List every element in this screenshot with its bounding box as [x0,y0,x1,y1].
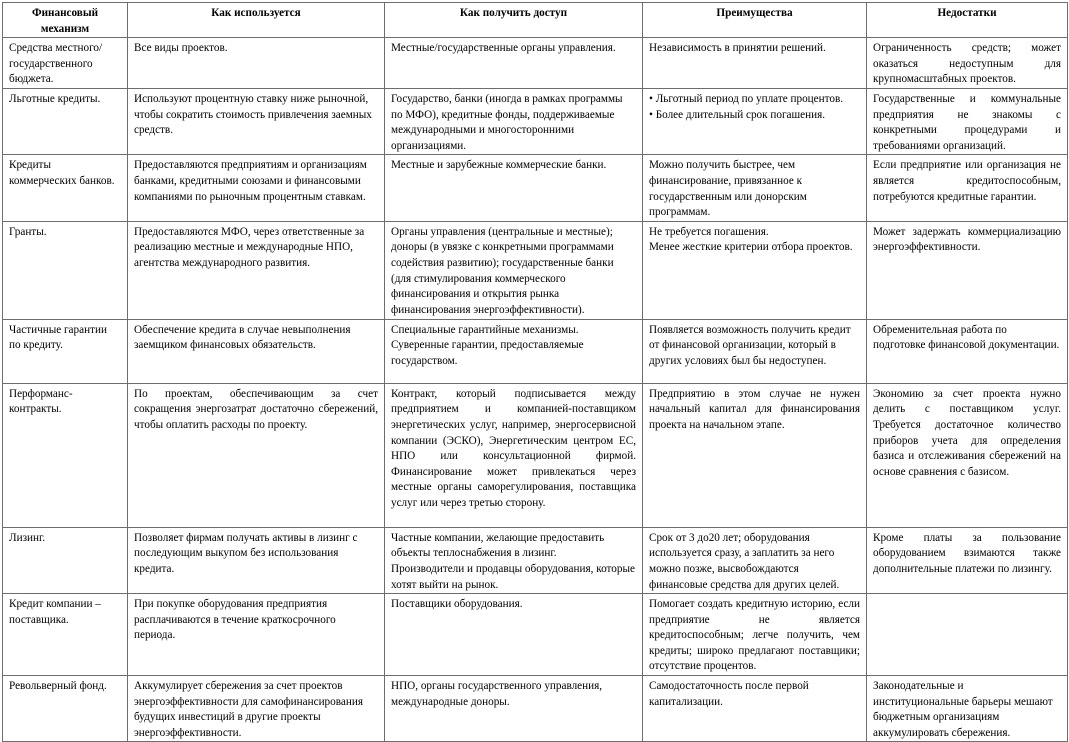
cell-disadvantages: Обременительная работа по подготовке финансовой документации. [867,319,1068,383]
cell-access: НПО, органы государственного управления, международные доноры. [385,676,643,742]
table-row [3,221,1068,319]
header-access: Как получить доступ [385,3,643,38]
cell-mechanism: Револьверный фонд. [3,676,128,742]
table-row [3,38,1068,89]
cell-mechanism: Льготные кредиты. [3,88,128,154]
cell-advantages [643,221,867,319]
cell-mechanism: Лизинг. [3,527,128,593]
cell-disadvantages: Ограниченность средств; может оказаться недоступным для крупномасштабных проектов. [867,38,1068,89]
cell-advantages [643,88,867,154]
cell-usage: При покупке оборудования предприятия расплачиваются в течение краткосрочного периода. [128,594,385,676]
cell-usage: Предоставляются предприятиям и организациям банками, кредитными союзами и финансовыми компаниями по рыночным процентным ставкам. [128,155,385,221]
access-line: Частные компании, желающие предоставить объекты теплоснабжения в лизинг. [391,531,605,560]
cell-mechanism: Гранты. [3,221,128,319]
header-advantages: Преимущества [643,3,867,38]
table-row [3,383,1068,527]
table-row [3,676,1068,742]
cell-usage: Используют процентную ставку ниже рыночной, чтобы сократить стоимость привлечения заемных средств. [128,88,385,154]
access-line: Суверенные гарантии, предоставляемые государством. [391,339,584,367]
cell-access: Местные и зарубежные коммерческие банки. [385,155,643,221]
table-row [3,594,1068,676]
cell-usage: Аккумулирует сбережения за счет проектов энергоэффективности для самофинансирования будущих инвестиций в другие проекты энергоэффективности. [128,676,385,742]
header-usage: Как используется [128,3,385,38]
cell-advantages: Помогает создать кредитную историю, если предприятие не является кредитоспособным; легче получить, чем кредиты; широко предлагают поставщики; отсутствие процентов. [643,594,867,676]
cell-disadvantages: Может задержать коммерциализацию энергоэффективности. [867,221,1068,319]
table-row [3,155,1068,221]
cell-usage: Все виды проектов. [128,38,385,89]
table-row [3,527,1068,593]
list-item: • Льготный период по уплате процентов. [649,92,860,108]
cell-disadvantages: Государственные и коммунальные предприятия не знакомы с конкретными процедурами и требованиями организаций. [867,88,1068,154]
cell-advantages: Появляется возможность получить кредит от финансовой организации, который в других условиях был бы недоступен. [643,319,867,383]
access-line: Специальные гарантийные механизмы. [391,323,579,336]
cell-advantages: Можно получить быстрее, чем финансирование, привязанное к государственным или донорским программам. [643,155,867,221]
cell-access: Государство, банки (иногда в рамках программы по МФО), кредитные фонды, поддерживаемые международными и многосторонними организациями. [385,88,643,154]
cell-mechanism: Частичные гарантии по кредиту. [3,319,128,383]
cell-mechanism: Перформанс-контракты. [3,383,128,527]
header-mechanism: Финансовый механизм [3,3,128,38]
header-disadvantages: Недостатки [867,3,1068,38]
cell-advantages: Срок от 3 до20 лет; оборудования используется сразу, а заплатить за него можно позже, высвобождаются финансовые средства для других целей. [643,527,867,593]
cell-access: Органы управления (центральные и местные); доноры (в увязке с конкретными программами содействия развитию); государственные банки (для стимулирования коммерческого финансирования и открытия рынка финансирования энергоэффективности). [385,221,643,319]
cell-usage: Обеспечение кредита в случае невыполнения заемщиком финансовых обязательств. [128,319,385,383]
financing-mechanisms-table [2,2,1068,742]
cell-access [385,319,643,383]
advantages-bullet-list [649,92,860,123]
advantage-line: Менее жесткие критерии отбора проектов. [649,241,853,254]
cell-access [385,527,643,593]
cell-mechanism: Кредит компании – поставщика. [3,594,128,676]
table-row [3,319,1068,383]
table-row [3,88,1068,154]
cell-mechanism: Кредиты коммерческих банков. [3,155,128,221]
access-line: Производители и продавцы оборудования, которые хотят выйти на рынок. [391,562,635,591]
cell-advantages: Независимость в принятии решений. [643,38,867,89]
cell-advantages: Самодостаточность после первой капитализации. [643,676,867,742]
cell-mechanism: Средства местного/ государственного бюджета. [3,38,128,89]
cell-disadvantages: Экономию за счет проекта нужно делить с поставщиком услуг. Требуется достаточное количество приборов учета для определения базиса и отслеживания сбережений на основе сравнения с базисом. [867,383,1068,527]
cell-disadvantages: Кроме платы за пользование оборудованием взимаются также дополнительные платежи по лизингу. [867,527,1068,593]
table-header-row [3,3,1068,38]
cell-usage: По проектам, обеспечивающим за счет сокращения энергозатрат достаточно сбережений, чтобы оплатить расходы по проекту. [128,383,385,527]
cell-usage: Позволяет фирмам получать активы в лизинг с последующим выкупом без использования кредита. [128,527,385,593]
cell-disadvantages [867,594,1068,676]
cell-usage: Предоставляются МФО, через ответственные за реализацию местные и международные НПО, агентства международного развития. [128,221,385,319]
cell-disadvantages: Если предприятие или организация не является кредитоспособным, потребуются кредитные гарантии. [867,155,1068,221]
advantage-line: Не требуется погашения. [649,225,769,238]
cell-access: Местные/государственные органы управления. [385,38,643,89]
list-item: • Более длительный срок погашения. [649,108,860,124]
cell-access: Контракт, который подписывается между предприятием и компанией-поставщиком энергетических услуг, например, энергосервисной компании (ЭСКО), Энергетическим центром ЕС, НПО или консультационной фирмой. Финансирование может привлекаться через местные органы саморегулирования, поставщика услуг или через третью сторону. [385,383,643,527]
cell-disadvantages: Законодательные и институциональные барьеры мешают бюджетным организациям аккумулировать сбережения. [867,676,1068,742]
cell-access: Поставщики оборудования. [385,594,643,676]
cell-advantages: Предприятию в этом случае не нужен начальный капитал для финансирования проекта на начальном этапе. [643,383,867,527]
